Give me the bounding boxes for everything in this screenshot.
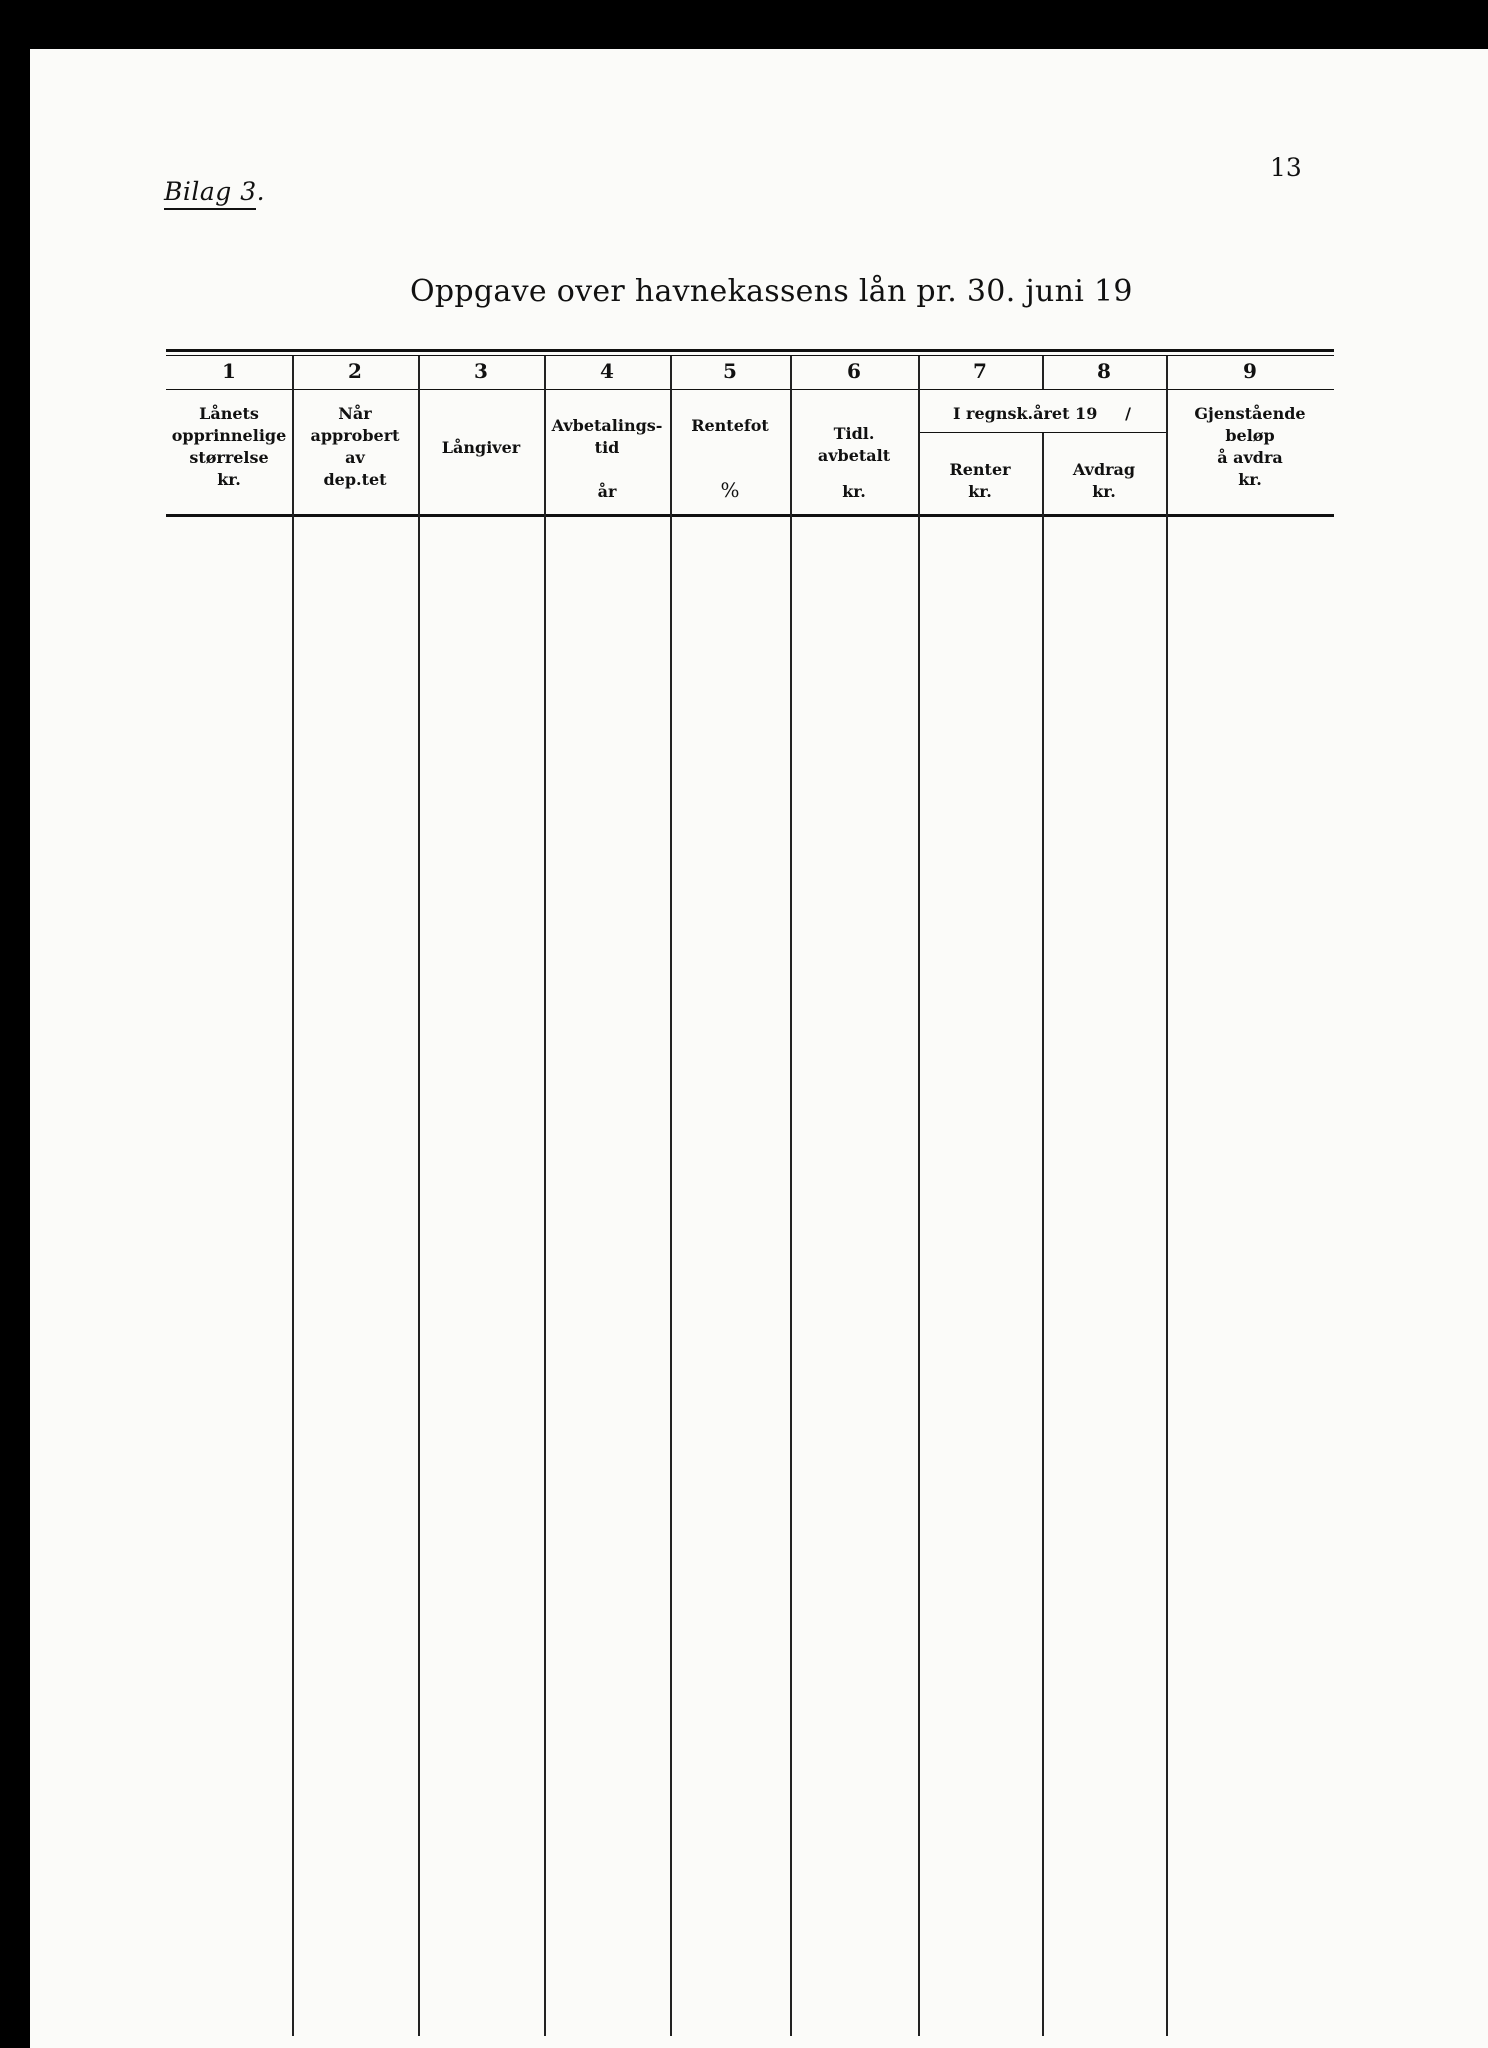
page-number: 13 xyxy=(1270,153,1302,182)
column-unit-kr: kr. xyxy=(842,482,866,501)
column-number-rule xyxy=(166,389,1334,390)
column-number-3: 3 xyxy=(474,359,488,383)
table-top-rule-thin xyxy=(166,355,1334,356)
column-number-7: 7 xyxy=(973,359,987,383)
column-number-6: 6 xyxy=(847,359,861,383)
column-number-8: 8 xyxy=(1097,359,1111,383)
column-separator xyxy=(1042,433,1044,2036)
column-separator xyxy=(292,356,294,2036)
column-number-9: 9 xyxy=(1243,359,1257,383)
column-header-remaining: Gjenstående beløp å avdra kr. xyxy=(1194,404,1306,489)
table-top-rule xyxy=(166,349,1334,352)
column-header-approved: Når approbert av dep.tet xyxy=(310,404,400,489)
page-title: Oppgave over havnekassens lån pr. 30. juni 19 xyxy=(410,274,1133,309)
column-separator xyxy=(918,356,920,2036)
column-header-previously-paid: Tidl. avbetalt xyxy=(817,424,891,465)
column-unit-percent: % xyxy=(720,478,740,502)
column-number-1: 1 xyxy=(222,359,236,383)
column-header-loan-size: Lånets opprinnelige størrelse kr. xyxy=(171,404,287,489)
column-header-installment: Avdrag kr. xyxy=(1072,460,1136,501)
column-separator xyxy=(670,356,672,2036)
column-header-interest: Renter kr. xyxy=(949,460,1011,501)
column-header-lender: Långiver xyxy=(441,438,521,457)
header-bottom-rule xyxy=(166,514,1334,517)
annex-label: Bilag 3. xyxy=(164,177,256,210)
column-separator xyxy=(790,356,792,2036)
column-number-5: 5 xyxy=(723,359,737,383)
column-unit-years: år xyxy=(597,482,617,501)
paper-sheet xyxy=(30,49,1488,2048)
column-separator xyxy=(544,356,546,2036)
column-separator xyxy=(418,356,420,2036)
column-number-2: 2 xyxy=(348,359,362,383)
column-header-interest-rate: Rentefot xyxy=(691,416,769,435)
column-separator xyxy=(1166,356,1168,2036)
column-number-4: 4 xyxy=(600,359,614,383)
column-group-header-fiscal-year: I regnsk.året 19 / xyxy=(952,404,1132,423)
column-header-repayment-period: Avbetalings- tid xyxy=(551,416,663,457)
